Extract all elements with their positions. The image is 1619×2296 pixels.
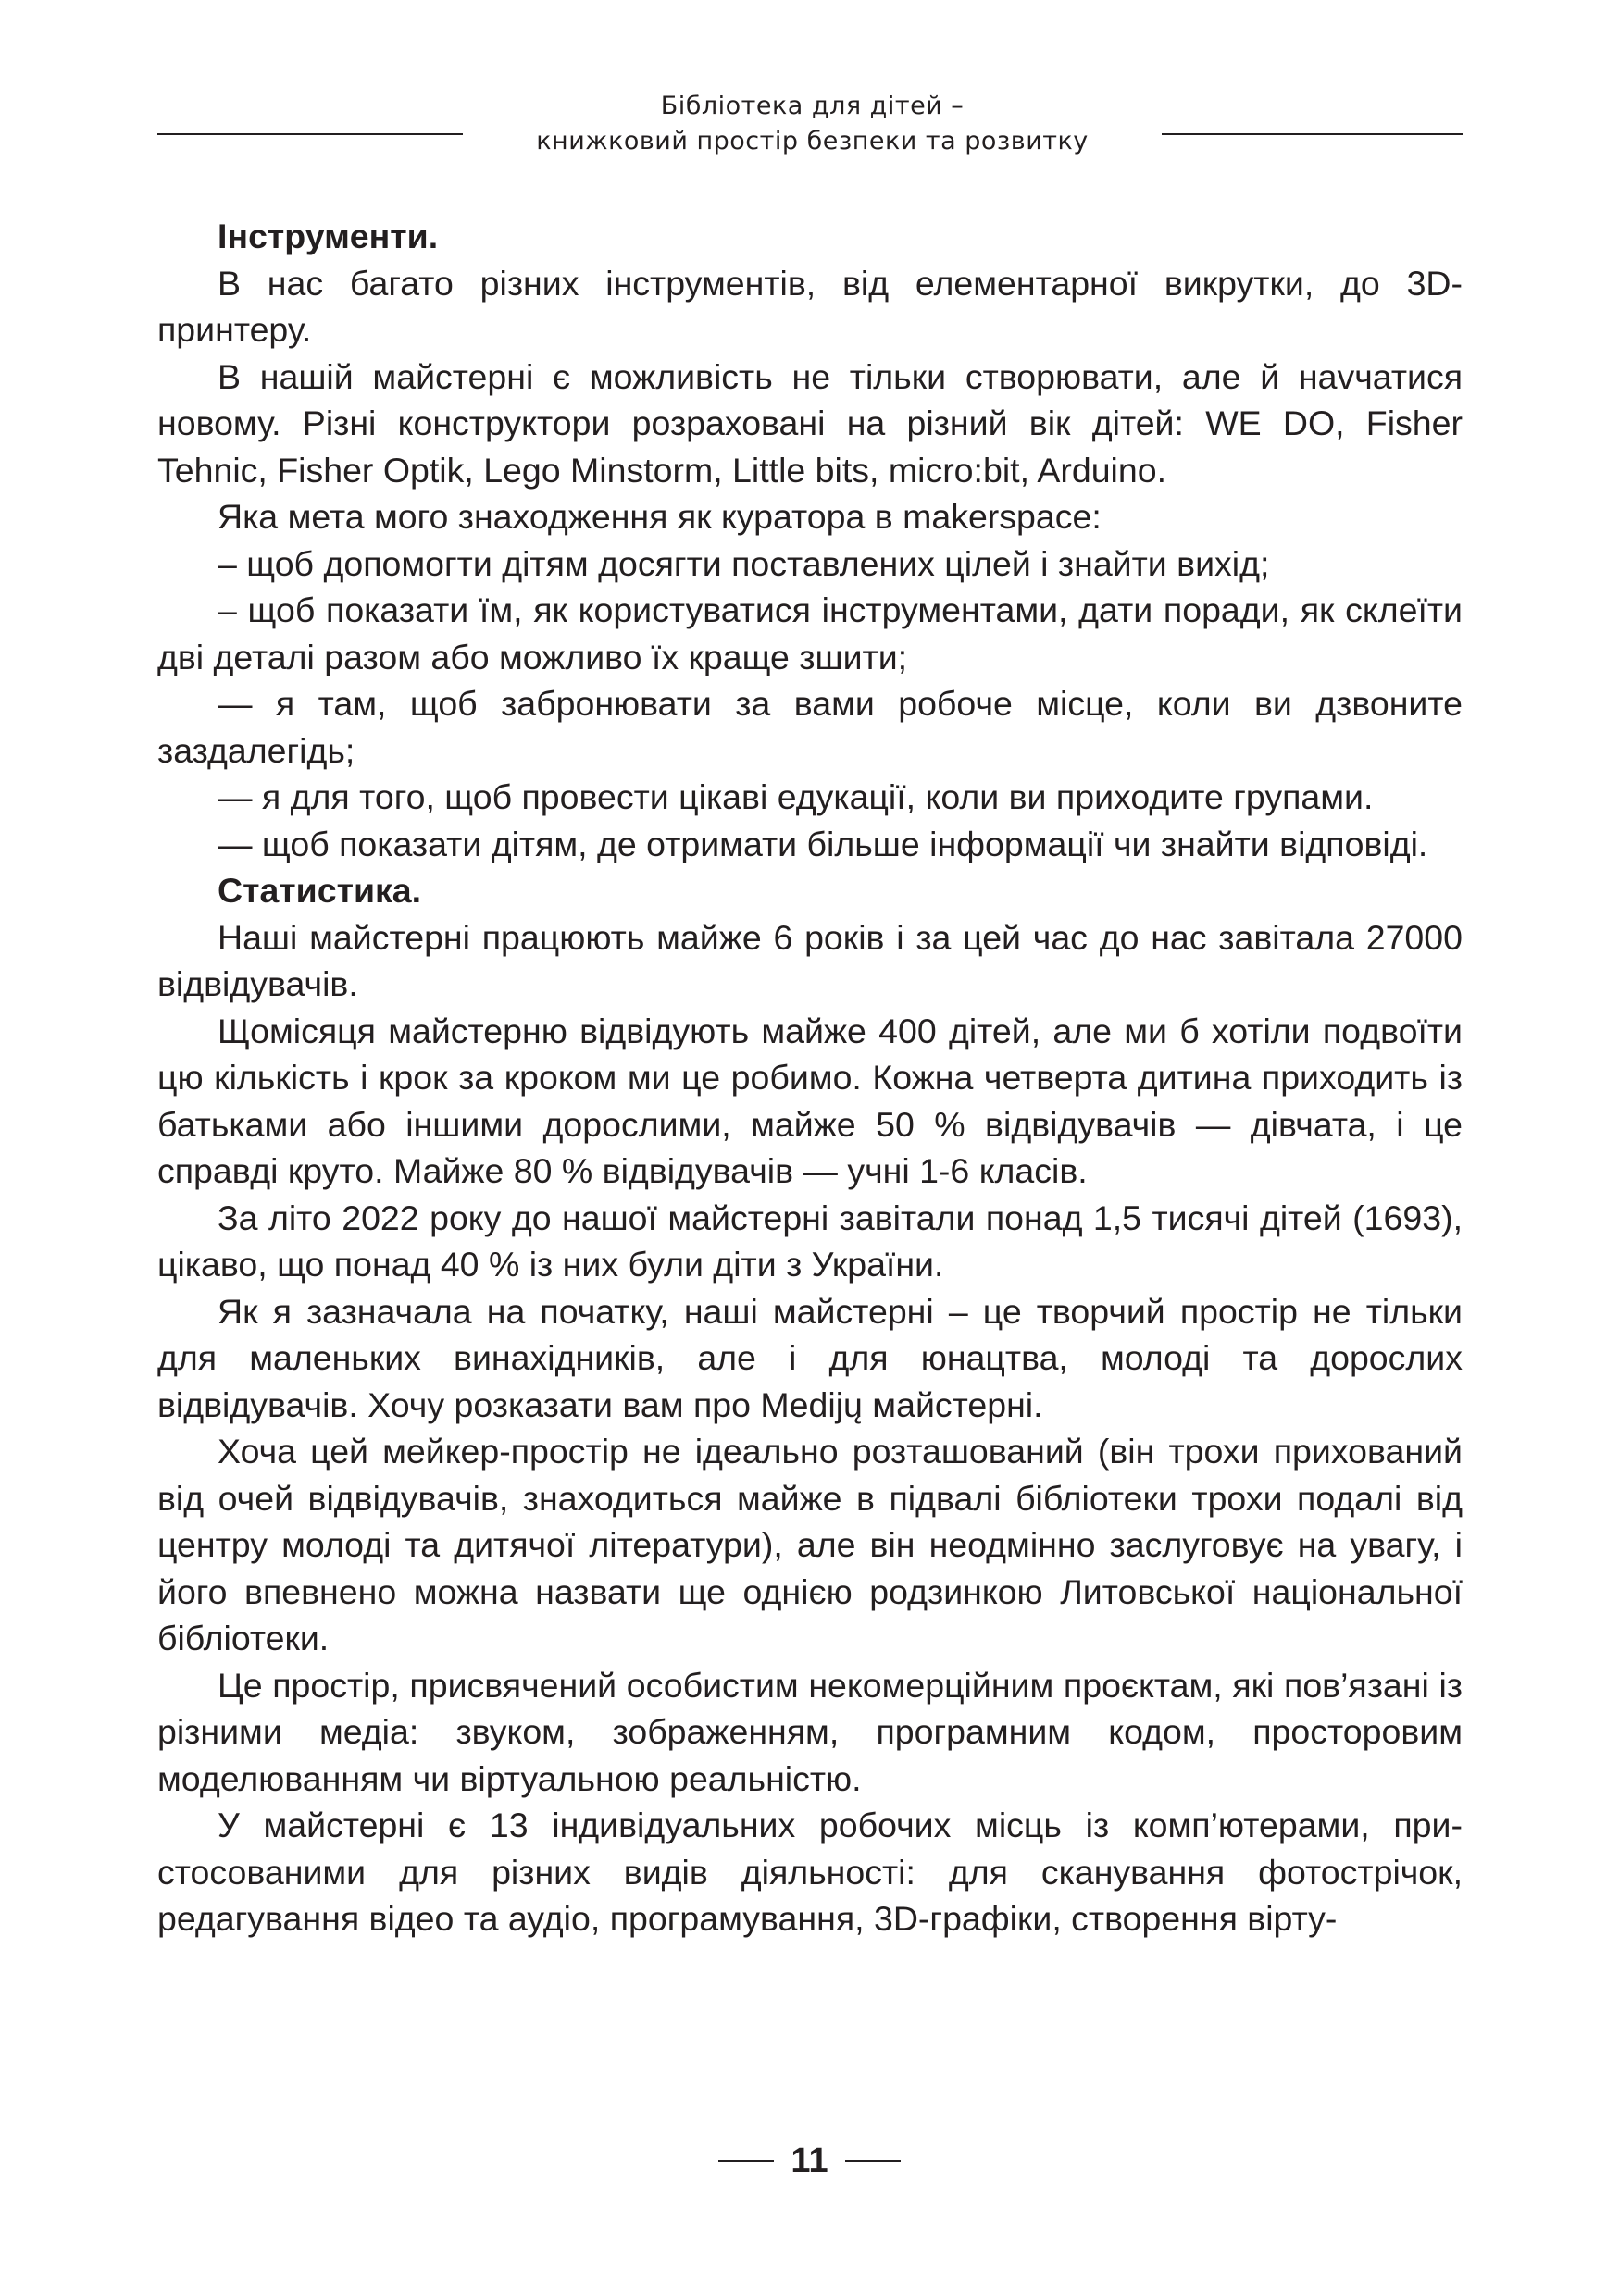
footer-dash-left [718, 2160, 774, 2162]
header-rule-right [1162, 133, 1463, 135]
paragraph: Наші майстерні працюють майже 6 років і за цей час до нас завітала 27000 відвідувачів. [157, 917, 1463, 1003]
page-body [157, 213, 1463, 1942]
paragraph: В нашій майстерні є можливість не тільки створювати, але й наvчатися новому. Різні конструктори розраховані на різний вік дітей: WE DO, Fisher Tehnic, Fisher Optik, Lego Minstorm, Little bits, micro:bit, Arduino. [157, 356, 1463, 490]
page-footer [0, 2138, 1619, 2184]
paragraph: Щомісяця майстерню відвідують майже 400 дітей, але ми б хотіли подвоїти цю кількість і крок за кроком ми це робимо. Кожна четверта дитина приходить із батьками або іншими дорослими, майже 50 % відвідувачів — дівчата, і це справді круто. Майже 80 % відвідувачів — учні 1-6 класів. [157, 1011, 1463, 1190]
paragraph: Хоча цей мейкер-простір не ідеально розташований (він трохи прихований від очей відвідувачів, знаходиться майже в підвалі бібліотеки трохи подалі від центру молоді та дитячої літератури), але він неодмінно заслуговує на увагу, і його впевнено можна назвати ще однією родзинкою Литовської національної бібліотеки. [157, 1432, 1463, 1657]
header-title-line-2: книжковий простір безпеки та розвитку [536, 127, 1089, 155]
header-rule-left [157, 133, 463, 135]
paragraph: — щоб показати дітям, де отримати більше інформації чи знайти відповіді. [218, 824, 1428, 863]
section-heading: Статистика. [218, 871, 422, 910]
page-number: 11 [791, 2141, 828, 2180]
running-header [157, 89, 1463, 172]
paragraph: — я там, щоб забронювати за вами робоче місце, коли ви дзвоните заздалегідь; [157, 684, 1463, 770]
paragraph: В нас багато різних інструментів, від елементарної викрутки, до 3D-принтеру. [157, 263, 1463, 349]
paragraph: У майстерні є 13 індивідуальних робочих місць із комп’ютерами, пристосованими для різних видів діяльності: для сканування фотострічок, редагування відео та аудіо, програмування, 3D-графіки, створення вірту- [157, 1806, 1463, 1938]
paragraph: Як я зазначала на початку, наші майстерні – це творчий простір не тільки для маленьких винахідників, але і для юнацтва, молоді та дорослих відвідувачів. Хочу розказати вам про Medijų майстерні. [157, 1291, 1463, 1424]
paragraph: — я для того, щоб провести цікаві едукації, коли ви приходите групами. [218, 777, 1374, 816]
paragraph: Яка мета мого знаходження як куратора в makerspace: [218, 497, 1102, 536]
header-title-line-1: Бібліотека для дітей – [660, 92, 965, 120]
paragraph: За літо 2022 року до нашої майстерні завітали понад 1,5 тисячі дітей (1693), цікаво, що понад 40 % із них були діти з України. [157, 1198, 1463, 1284]
section-heading: Інструменти. [218, 217, 439, 255]
footer-dash-right [845, 2160, 901, 2162]
paragraph: – щоб допомогти дітям досягти поставлених цілей і знайти вихід; [218, 543, 1270, 583]
paragraph: – щоб показати їм, як користуватися інструментами, дати поради, як склеїти дві деталі разом або можливо їх краще зшити; [157, 590, 1463, 676]
paragraph: Це простір, присвячений особистим некомерційним проєктам, які пов’язані із різними медіа: звуком, зображенням, програмним кодом, просторовим моделюванням чи віртуальною реальністю. [157, 1665, 1463, 1798]
header-title [463, 89, 1162, 159]
